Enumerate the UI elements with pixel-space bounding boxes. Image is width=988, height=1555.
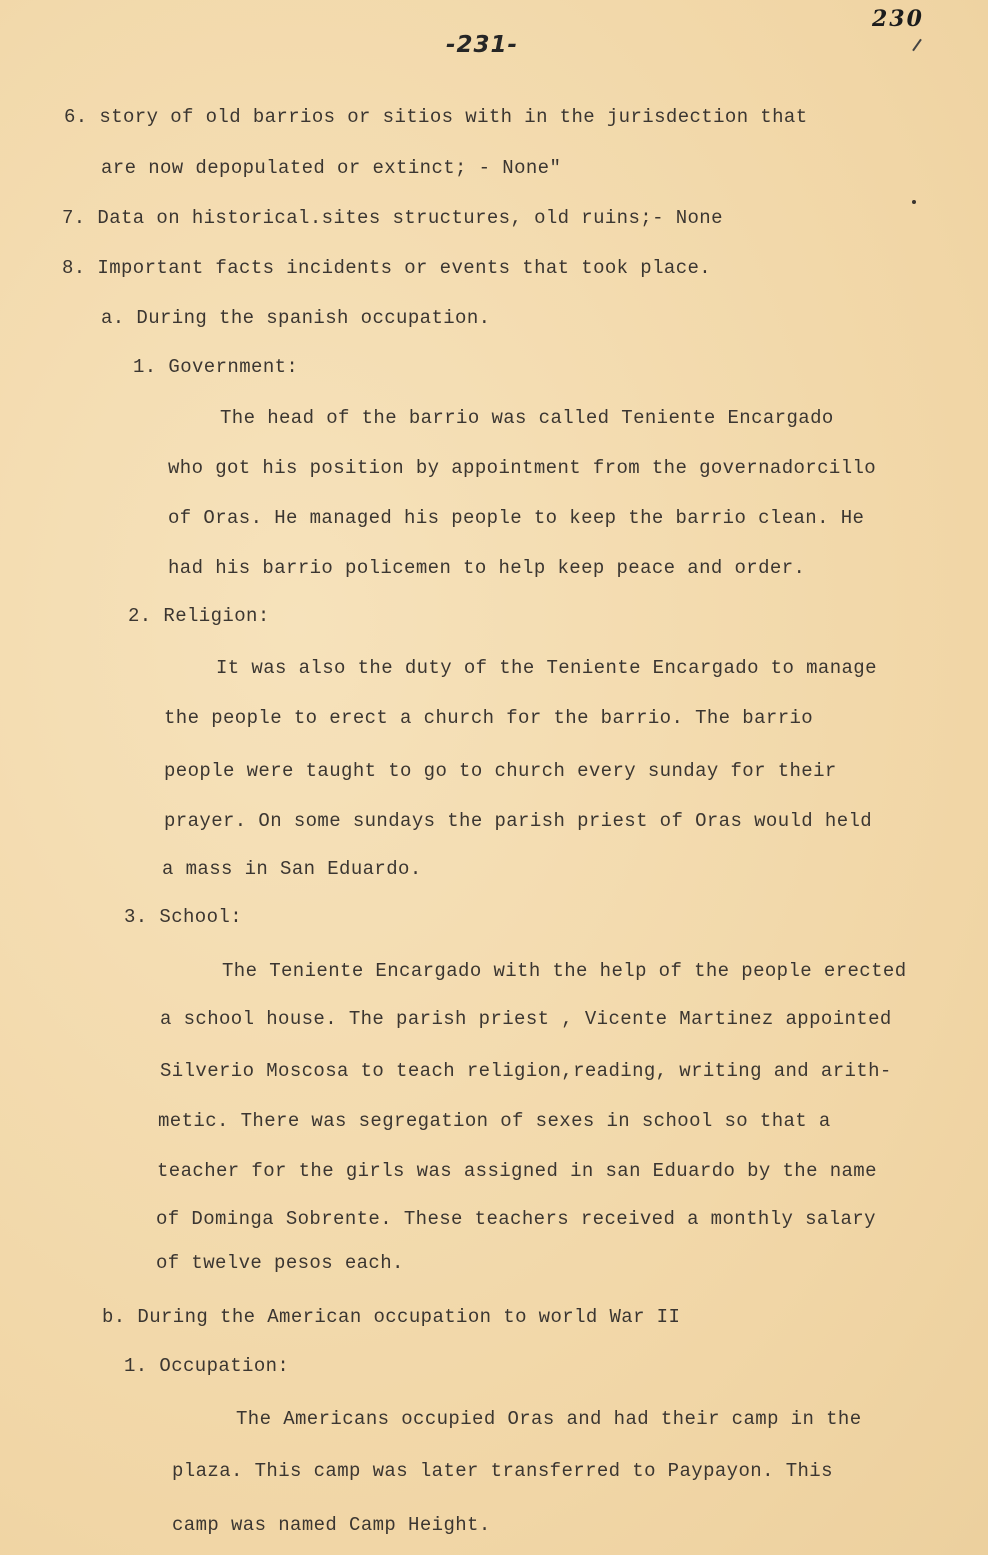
school-para-line-2: a school house. The parish priest , Vicente Martinez appointed [160, 1008, 892, 1030]
paper-speck [912, 200, 916, 204]
school-heading: 3. School: [124, 906, 243, 928]
school-para-line-7: of twelve pesos each. [156, 1252, 404, 1274]
government-para-line-3: of Oras. He managed his people to keep the barrio clean. He [168, 507, 865, 529]
religion-para-line-3: people were taught to go to church every sunday for their [164, 760, 837, 782]
item-6-line-1: 6. story of old barrios or sitios with in the jurisdection that [64, 106, 808, 128]
handwritten-page-number: 230 [872, 6, 924, 32]
government-para-line-1: The head of the barrio was called Teniente Encargado [220, 407, 834, 429]
occupation-heading: 1. Occupation: [124, 1355, 290, 1377]
section-a-heading: a. During the spanish occupation. [101, 307, 491, 329]
religion-para-line-5: a mass in San Eduardo. [162, 858, 422, 880]
school-para-line-6: of Dominga Sobrente. These teachers received a monthly salary [156, 1208, 876, 1230]
government-para-line-4: had his barrio policemen to help keep peace and order. [168, 557, 806, 579]
item-7: 7. Data on historical.sites structures, old ruins;- None [62, 207, 723, 229]
religion-para-line-1: It was also the duty of the Teniente Encargado to manage [216, 657, 877, 679]
school-para-line-4: metic. There was segregation of sexes in school so that a [158, 1110, 831, 1132]
government-heading: 1. Government: [133, 356, 299, 378]
occupation-para-line-3: camp was named Camp Height. [172, 1514, 491, 1536]
religion-para-line-2: the people to erect a church for the barrio. The barrio [164, 707, 814, 729]
religion-heading: 2. Religion: [128, 605, 270, 627]
school-para-line-1: The Teniente Encargado with the help of the people erected [222, 960, 907, 982]
item-6-line-2: are now depopulated or extinct; - None" [101, 157, 562, 179]
item-8: 8. Important facts incidents or events that took place. [62, 257, 712, 279]
occupation-para-line-2: plaza. This camp was later transferred to Paypayon. This [172, 1460, 833, 1482]
page-number: -231- [446, 32, 519, 58]
government-para-line-2: who got his position by appointment from the governadorcillo [168, 457, 877, 479]
occupation-para-line-1: The Americans occupied Oras and had their camp in the [236, 1408, 862, 1430]
section-b-heading: b. During the American occupation to world War II [102, 1306, 681, 1328]
religion-para-line-4: prayer. On some sundays the parish priest of Oras would held [164, 810, 873, 832]
handwritten-mark [912, 39, 922, 52]
school-para-line-3: Silverio Moscosa to teach religion,reading, writing and arith- [160, 1060, 892, 1082]
school-para-line-5: teacher for the girls was assigned in san Eduardo by the name [157, 1160, 877, 1182]
